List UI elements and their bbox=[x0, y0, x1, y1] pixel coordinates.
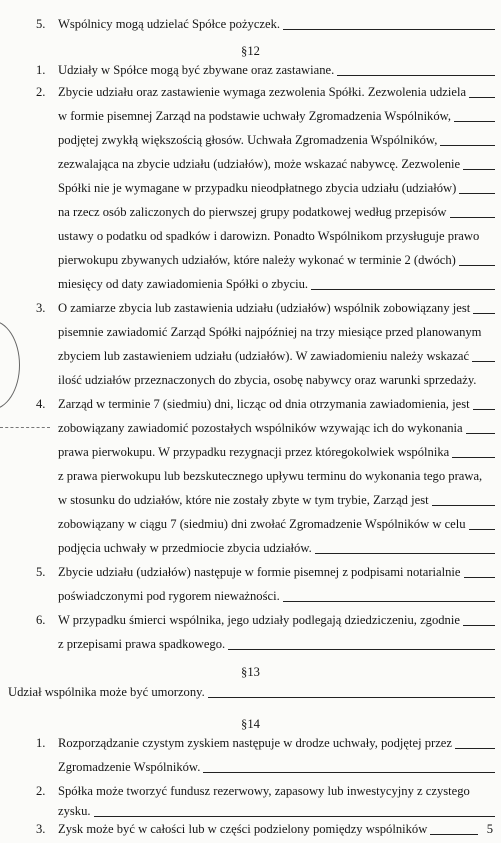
text-line: podjętej zwykłą większością głosów. Uchwała Zgromadzenia Wspólników, bbox=[58, 128, 495, 152]
item-number: 5. bbox=[36, 17, 46, 31]
text-line: Zarząd w terminie 7 (siedmiu) dni, licząc od dnia otrzymania zawiadomienia, jest bbox=[58, 392, 495, 416]
item-number: 3. bbox=[36, 301, 46, 315]
text-line: Zbycie udziału oraz zastawienie wymaga zezwolenia Spółki. Zezwolenia udziela bbox=[58, 80, 495, 104]
stamp-mark bbox=[0, 320, 20, 410]
item-number: 1. bbox=[36, 63, 46, 77]
text-line: zobowiązany w ciągu 7 (siedmiu) dni zwołać Zgromadzenie Wspólników w celu bbox=[58, 512, 495, 536]
text-line: ustawy o podatku od spadków i darowizn. Ponadto Wspólnikom przysługuje prawo bbox=[58, 229, 480, 243]
item-number: 2. bbox=[36, 85, 46, 99]
text-line: zezwalająca na zbycie udziału (udziałów), może wskazać nabywcę. Zezwolenie bbox=[58, 152, 495, 176]
text-line: prawa pierwokupu. W przypadku rezygnacji przez któregokolwiek wspólnika bbox=[58, 440, 495, 464]
text-line: z przepisami prawa spadkowego. bbox=[58, 632, 495, 656]
text-line: na rzecz osób zaliczonych do pierwszej grupy podatkowej według przepisów bbox=[58, 200, 495, 224]
dashed-line bbox=[0, 427, 50, 428]
text-line: O zamiarze zbycia lub zastawienia udziału (udziałów) wspólnik zobowiązany jest bbox=[58, 296, 495, 320]
item-number: 6. bbox=[36, 613, 46, 627]
section-heading: §13 bbox=[241, 665, 260, 679]
text-line: Zysk może być w całości lub w części podzielony pomiędzy wspólników bbox=[58, 817, 478, 841]
text-line: zysku. bbox=[58, 799, 495, 823]
text-line: Udziały w Spółce mogą być zbywane oraz zastawiane. bbox=[58, 58, 495, 82]
text-line: pierwokupu zbywanych udziałów, które należy wykonać w terminie 2 (dwóch) bbox=[58, 248, 495, 272]
item-number: 4. bbox=[36, 397, 46, 411]
text-line: Spółki nie je wymagane w przypadku nieodpłatnego zbycia udziału (udziałów) bbox=[58, 176, 495, 200]
item-number: 1. bbox=[36, 736, 46, 750]
text-line: Rozporządzanie czystym zyskiem następuje w drodze uchwały, podjętej przez bbox=[58, 731, 495, 755]
text-line: Zbycie udziału (udziałów) następuje w formie pisemnej z podpisami notarialnie bbox=[58, 560, 495, 584]
text-line: Udział wspólnika może być umorzony. bbox=[8, 680, 495, 704]
item-number: 3. bbox=[36, 822, 46, 836]
section-heading: §12 bbox=[241, 44, 260, 58]
item-number: 2. bbox=[36, 784, 46, 798]
item-number: 5. bbox=[36, 565, 46, 579]
text-line: zbyciem lub zastawieniem udziału (udziałów). W zawiadomieniu należy wskazać bbox=[58, 344, 495, 368]
text-line: poświadczonymi pod rygorem nieważności. bbox=[58, 584, 495, 608]
section-heading: §14 bbox=[241, 717, 260, 731]
page-number: 5 bbox=[486, 822, 493, 836]
text-line: w stosunku do udziałów, które nie zostały zbyte w tym trybie, Zarząd jest bbox=[58, 488, 495, 512]
text-line: w formie pisemnej Zarząd na podstawie uchwały Zgromadzenia Wspólników, bbox=[58, 104, 495, 128]
text-line: ilość udziałów przeznaczonych do zbycia, osobę nabywcy oraz warunki sprzedaży. bbox=[58, 373, 477, 387]
text-line: zobowiązany zawiadomić pozostałych wspólników wzywając ich do wykonania bbox=[58, 416, 495, 440]
text-line: W przypadku śmierci wspólnika, jego udziały podlegają dziedziczeniu, zgodnie bbox=[58, 608, 495, 632]
text-line: Wspólnicy mogą udzielać Spółce pożyczek. bbox=[58, 12, 495, 36]
text-line: Zgromadzenie Wspólników. bbox=[58, 755, 495, 779]
text-line: pisemnie zawiadomić Zarząd Spółki najpóźniej na trzy miesiące przed planowanym bbox=[58, 325, 482, 339]
text-line: podjęcia uchwały w przedmiocie zbycia udziałów. bbox=[58, 536, 495, 560]
text-line: Spółka może tworzyć fundusz rezerwowy, zapasowy lub inwestycyjny z czystego bbox=[58, 784, 470, 798]
text-line: miesięcy od daty zawiadomienia Spółki o zbyciu. bbox=[58, 272, 495, 296]
text-line: z prawa pierwokupu lub bezskutecznego upływu terminu do wykonania tego prawa, bbox=[58, 469, 483, 483]
